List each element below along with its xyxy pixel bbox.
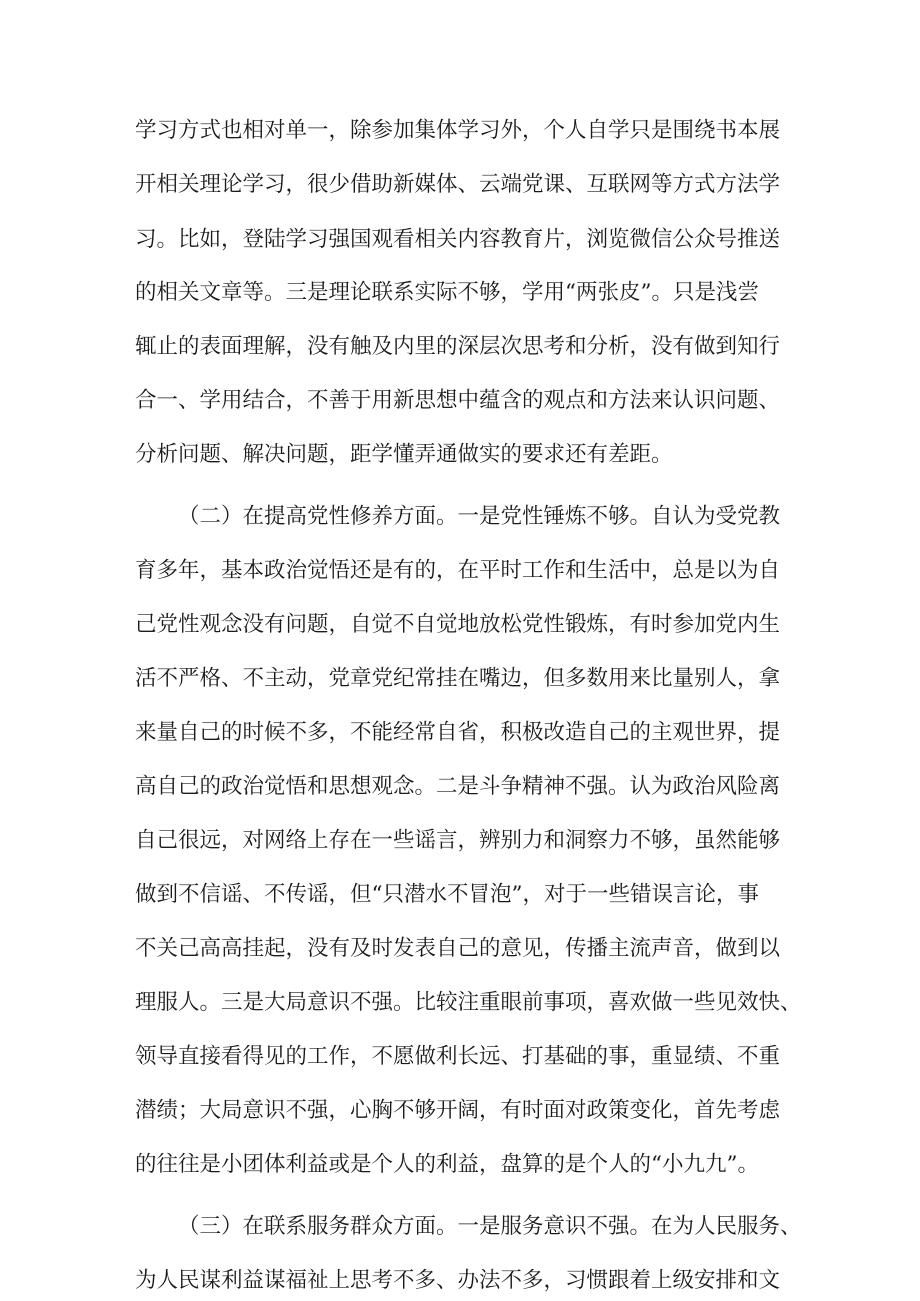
text-line: 辄止的表面理解，没有触及内里的深层次思考和分析，没有做到知行 (135, 334, 781, 359)
text-line: 活不严格、不主动，党章党纪常挂在嘴边，但多数用来比量别人，拿 (135, 666, 781, 691)
paragraph-heading-line: （二）在提高党性修养方面。一是党性锤炼不够。自认为受党教 (178, 504, 781, 529)
text-line: 领导直接看得见的工作，不愿做利长远、打基础的事，重显绩、不重 (135, 1044, 781, 1069)
text-line: 学习方式也相对单一，除参加集体学习外，个人自学只是围绕书本展 (135, 118, 781, 143)
text-line: 合一、学用结合，不善于用新思想中蕴含的观点和方法来认识问题、 (135, 388, 781, 413)
text-line: 高自己的政治觉悟和思想观念。二是斗争精神不强。认为政治风险离 (135, 774, 781, 799)
text-line: 做到不信谣、不传谣，但“只潜水不冒泡”，对于一些错误言论，事 (135, 882, 759, 907)
text-line: 为人民谋利益谋福祉上思考不多、办法不多，习惯跟着上级安排和文 (135, 1268, 781, 1293)
text-line: 的往往是小团体利益或是个人的利益，盘算的是个人的“小九九”。 (135, 1152, 759, 1177)
text-line: 分析问题、解决问题，距学懂弄通做实的要求还有差距。 (135, 442, 673, 467)
text-line: 的相关文章等。三是理论联系实际不够，学用“两张皮”。只是浅尝 (135, 280, 759, 305)
text-line: 育多年，基本政治觉悟还是有的，在平时工作和生活中，总是以为自 (135, 558, 781, 583)
text-line: 理服人。三是大局意识不强。比较注重眼前事项，喜欢做一些见效快、 (135, 990, 802, 1015)
text-line: 开相关理论学习，很少借助新媒体、云端党课、互联网等方式方法学 (135, 172, 781, 197)
text-line: 来量自己的时候不多，不能经常自省，积极改造自己的主观世界，提 (135, 720, 781, 745)
text-line: 己党性观念没有问题，自觉不自觉地放松党性锻炼，有时参加党内生 (135, 612, 781, 637)
text-line: 自己很远，对网络上存在一些谣言，辨别力和洞察力不够，虽然能够 (135, 828, 781, 853)
text-line: 不关己高高挂起，没有及时发表自己的意见，传播主流声音，做到以 (135, 936, 781, 961)
text-line: 习。比如，登陆学习强国观看相关内容教育片，浏览微信公众号推送 (135, 227, 781, 252)
paragraph-heading-line: （三）在联系服务群众方面。一是服务意识不强。在为人民服务、 (178, 1214, 802, 1239)
text-line: 潜绩；大局意识不强，心胸不够开阔，有时面对政策变化，首先考虑 (135, 1098, 781, 1123)
